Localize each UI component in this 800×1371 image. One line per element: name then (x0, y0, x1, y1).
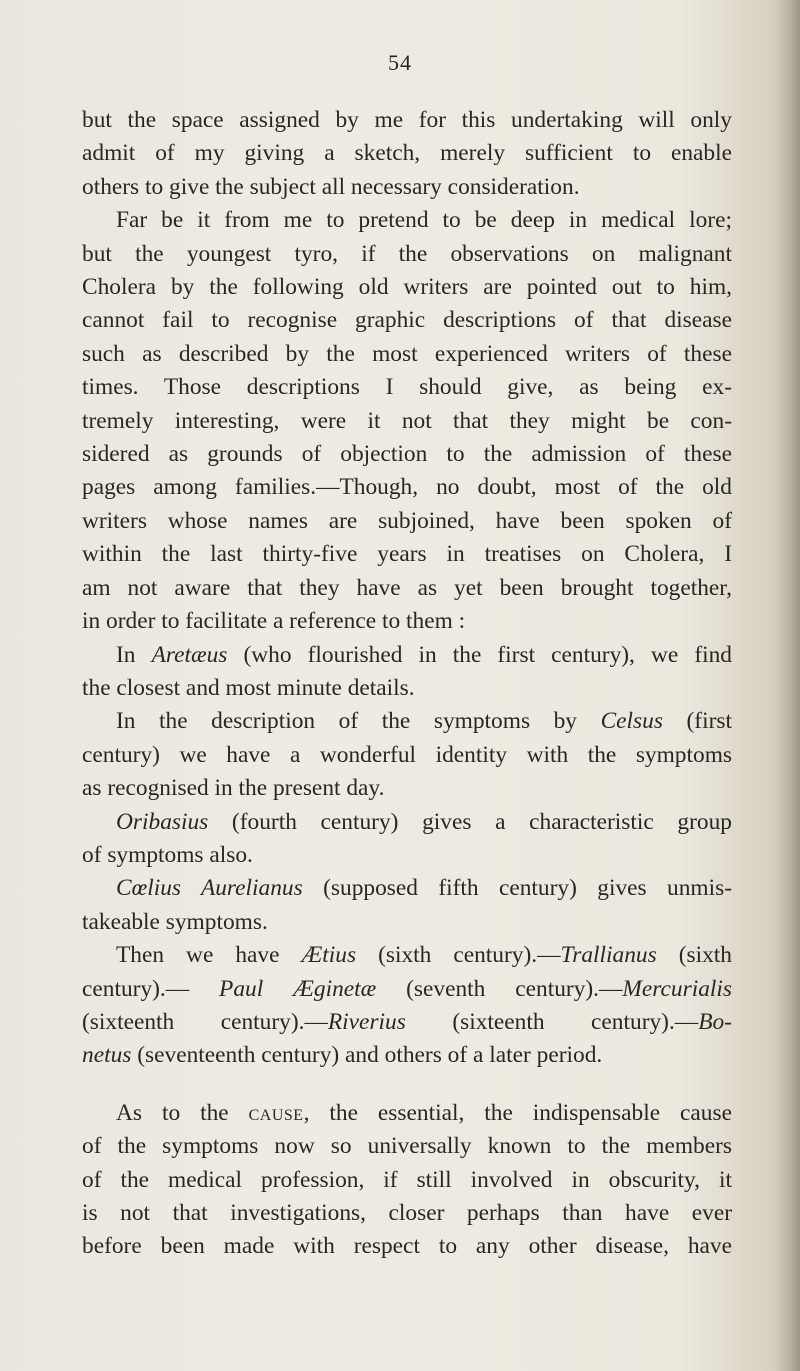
author-name: Trallianus (560, 942, 657, 969)
paragraph-writers-list (82, 939, 732, 1073)
text-line: but the space assigned by me for this undertaking will only (82, 107, 732, 133)
paragraph-medical-lore (82, 204, 732, 638)
author-name: Mercurialis (622, 975, 732, 1002)
text-line: cannot fail to recognise graphic descriptions of that disease (82, 307, 732, 334)
text-run: Then we have (116, 942, 302, 969)
text-line (82, 872, 732, 905)
text-run: , the essential, the indispensable cause (303, 1099, 732, 1126)
page-edge-shadow (774, 0, 800, 1371)
paragraph-celsus (82, 705, 732, 805)
text-run: As to the (116, 1099, 249, 1126)
author-name: Riverius (327, 1008, 406, 1035)
text-line: century) we have a wonderful identity with the symptoms (82, 741, 732, 768)
text-line: of the symptoms now so universally known to the members (82, 1133, 732, 1160)
text-line: but the youngest tyro, if the observations on malignant (82, 240, 732, 267)
text-run: In the description of the symptoms by (116, 708, 601, 735)
page-number: 54 (388, 50, 412, 75)
author-name: Cœlius Aurelianus (116, 875, 303, 902)
text-line (82, 1039, 732, 1072)
text-line: others to give the subject all necessary consideration. (82, 173, 580, 200)
body-text (82, 104, 732, 1264)
text-run: (sixth (656, 942, 732, 969)
text-line: Cholera by the following old writers are pointed out to him, (82, 274, 732, 301)
text-line (82, 705, 732, 738)
text-line: within the last thirty-five years in treatises on Cholera, I (82, 541, 732, 568)
text-run: (supposed fifth century) gives unmis- (302, 875, 732, 902)
small-caps-word: cause (248, 1099, 304, 1126)
text-line: in order to facilitate a reference to them : (82, 608, 466, 635)
text-line (82, 1006, 732, 1039)
text-line: the closest and most minute details. (82, 674, 415, 701)
text-line (82, 973, 732, 1006)
text-line (82, 806, 732, 839)
text-line: writers whose names are subjoined, have been spoken of (82, 507, 732, 534)
text-run: (sixteenth century).— (82, 1008, 328, 1035)
paragraph-gap (82, 1073, 732, 1097)
paragraph-cause (82, 1097, 732, 1264)
text-line: such as described by the most experienced writers of these (82, 340, 732, 367)
text-line: of the medical profession, if still involved in obscurity, it (82, 1166, 732, 1193)
author-name: netus (82, 1042, 132, 1069)
text-line: sidered as grounds of objection to the admission of these (82, 441, 732, 468)
text-run: In (116, 641, 152, 668)
text-line (82, 939, 732, 972)
text-line: tremely interesting, were it not that they might be con- (82, 407, 732, 434)
author-name: Oribasius (116, 808, 209, 835)
paragraph-oribasius (82, 806, 732, 873)
text-run: (seventeenth century) and others of a later period. (131, 1042, 603, 1069)
text-run: century).— (82, 975, 220, 1002)
text-run: (fourth century) gives a characteristic group (208, 808, 732, 835)
text-run: (who flourished in the first century), we find (227, 641, 732, 668)
author-name: Paul Æginetæ (219, 975, 377, 1002)
text-line: am not aware that they have as yet been brought together, (82, 574, 732, 601)
paragraph-aretaeus (82, 639, 732, 706)
author-name: Aretæus (151, 641, 228, 668)
text-line (82, 1097, 732, 1130)
text-line: as recognised in the present day. (82, 775, 385, 802)
paragraph-continuation (82, 104, 732, 204)
text-line: times. Those descriptions I should give, as being ex- (82, 374, 732, 401)
author-name: Celsus (600, 708, 663, 735)
text-run: (first (662, 708, 732, 735)
text-line: is not that investigations, closer perhaps than have ever (82, 1200, 732, 1226)
paragraph-caelius-aurelianus (82, 872, 732, 939)
author-name: Bo- (698, 1008, 732, 1035)
text-line: Far be it from me to pretend to be deep in medical lore; (116, 207, 732, 234)
text-line: of symptoms also. (82, 841, 253, 868)
text-line: admit of my giving a sketch, merely sufficient to enable (82, 140, 732, 167)
text-line: pages among families.—Though, no doubt, most of the old (82, 474, 732, 501)
text-run: (sixth century).— (356, 942, 561, 969)
text-run: (sixteenth century).— (405, 1008, 699, 1035)
text-line: before been made with respect to any other disease, have (82, 1233, 732, 1260)
text-run: (seventh century).— (376, 975, 623, 1002)
text-line (82, 639, 732, 672)
author-name: Ætius (301, 942, 357, 969)
text-line: takeable symptoms. (82, 908, 268, 935)
